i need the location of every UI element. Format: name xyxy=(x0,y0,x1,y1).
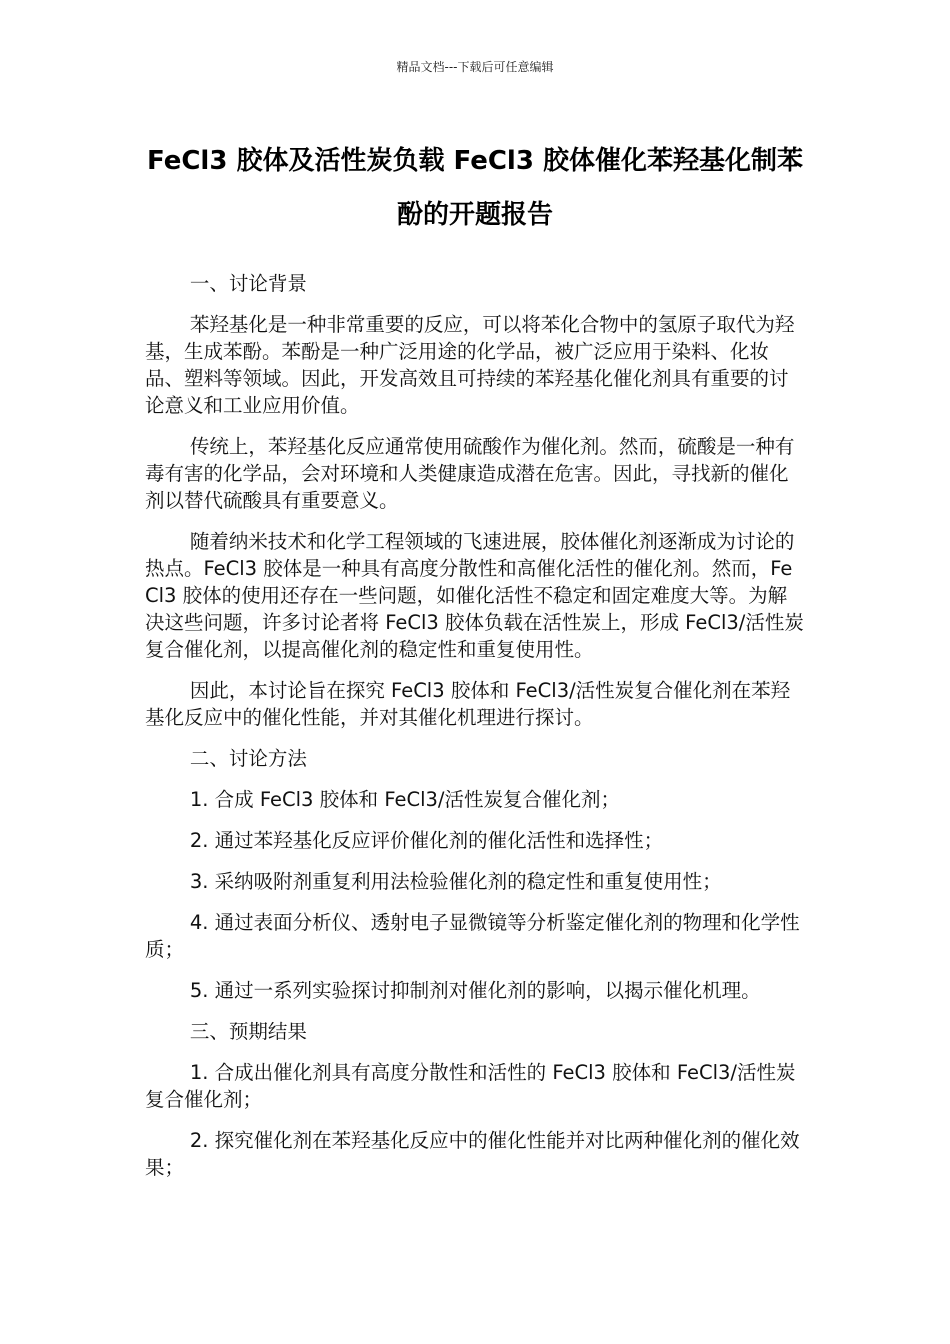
document-title: FeCl3 胶体及活性炭负载 FeCl3 胶体催化苯羟基化制苯酚的开题报告 xyxy=(146,146,803,230)
section-heading-background: 一、讨论背景 xyxy=(189,272,307,295)
list-item: 2. 探究催化剂在苯羟基化反应中的催化性能并对比两种催化剂的催化效果； xyxy=(145,1129,800,1179)
header-note: 精品文档---下载后可任意编辑 xyxy=(396,60,554,74)
list-item: 3. 采纳吸附剂重复利用法检验催化剂的稳定性和重复使用性； xyxy=(189,870,722,893)
document-body xyxy=(145,270,805,1195)
list-item: 5. 通过一系列实验探讨抑制剂对催化剂的影响，以揭示催化机理。 xyxy=(189,979,761,1002)
list-item: 2. 通过苯羟基化反应评价催化剂的催化活性和选择性； xyxy=(189,829,664,852)
paragraph: 传统上，苯羟基化反应通常使用硫酸作为催化剂。然而，硫酸是一种有毒有害的化学品，会对环境和人类健康造成潜在危害。因此，寻找新的催化剂以替代硫酸具有重要意义。 xyxy=(145,435,795,512)
paragraph: 苯羟基化是一种非常重要的反应，可以将苯化合物中的氢原子取代为羟基，生成苯酚。苯酚是一种广泛用途的化学品，被广泛应用于染料、化妆品、塑料等领域。因此，开发高效且可持续的苯羟基化催化剂具有重要的讨论意义和工业应用价值。 xyxy=(145,313,795,417)
section-heading-expected-results: 三、预期结果 xyxy=(189,1020,307,1043)
list-item: 1. 合成 FeCl3 胶体和 FeCl3/活性炭复合催化剂； xyxy=(189,788,620,811)
list-item: 1. 合成出催化剂具有高度分散性和活性的 FeCl3 胶体和 FeCl3/活性炭复合催化剂； xyxy=(145,1061,796,1111)
paragraph: 随着纳米技术和化学工程领域的飞速进展，胶体催化剂逐渐成为讨论的热点。FeCl3 胶体是一种具有高度分散性和高催化活性的催化剂。然而，FeCl3 胶体的使用还存在一些问题，如催化活性不稳定和固定难度大等。为解决这些问题，许多讨论者将 FeCl3 胶体负载在活性炭上，形成 FeCl3/活性炭复合催化剂，以提高催化剂的稳定性和重复使用性。 xyxy=(145,530,804,661)
list-item: 4. 通过表面分析仪、透射电子显微镜等分析鉴定催化剂的物理和化学性质； xyxy=(145,911,800,961)
section-heading-methods: 二、讨论方法 xyxy=(189,747,307,770)
paragraph: 因此，本讨论旨在探究 FeCl3 胶体和 FeCl3/活性炭复合催化剂在苯羟基化反应中的催化性能，并对其催化机理进行探讨。 xyxy=(145,679,791,729)
